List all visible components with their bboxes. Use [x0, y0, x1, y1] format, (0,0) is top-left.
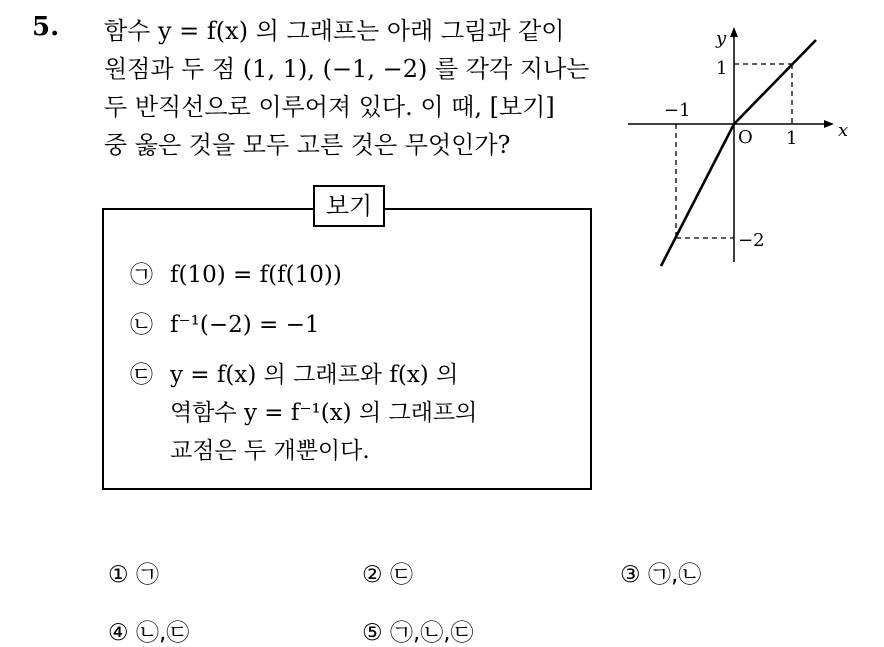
- bogi-content: [170, 306, 320, 344]
- choice-2[interactable]: [362, 556, 413, 589]
- choice-5[interactable]: [362, 614, 474, 647]
- question-number: 5.: [32, 12, 60, 42]
- x-axis-arrow: [824, 120, 834, 128]
- stem-line: 함수 y = f(x) 의 그래프는 아래 그림과 같이: [104, 17, 565, 45]
- bogi-title: 보기: [313, 185, 385, 227]
- choice-number: ①: [108, 562, 129, 588]
- bogi-content: [170, 356, 477, 470]
- origin-label: O: [738, 127, 753, 148]
- choice-number: ⑤: [362, 620, 383, 646]
- choice-text: ㉠,㉡: [647, 562, 702, 588]
- bogi-line: 교점은 두 개뿐이다.: [170, 438, 370, 464]
- bogi-item: [130, 356, 580, 470]
- x-tick-neg-label: −1: [664, 100, 691, 121]
- bogi-line: f⁻¹(−2) = −1: [170, 312, 320, 338]
- y-axis-label: y: [716, 28, 727, 49]
- y-axis-arrow: [730, 27, 738, 37]
- ray-positive: [734, 40, 816, 124]
- ray-negative: [661, 124, 734, 266]
- x-tick-pos-label: 1: [786, 128, 798, 149]
- bogi-content: [170, 256, 342, 294]
- choice-number: ④: [108, 620, 129, 646]
- function-graph: [620, 22, 860, 272]
- stem-line: 두 반직선으로 이루어져 있다. 이 때, [보기]: [104, 93, 555, 121]
- choice-text: ㉢: [389, 562, 413, 588]
- choice-text: ㉠,㉡,㉢: [389, 620, 474, 646]
- x-axis-label: x: [838, 120, 849, 141]
- bogi-items: [130, 256, 580, 482]
- choice-number: ③: [620, 562, 641, 588]
- stem-line: 중 옳은 것을 모두 고른 것은 무엇인가?: [104, 131, 511, 159]
- bogi-marker: ㉢: [130, 362, 153, 388]
- bogi-marker: ㉡: [130, 312, 153, 338]
- bogi-item: [130, 256, 580, 294]
- bogi-item: [130, 306, 580, 344]
- choice-4[interactable]: [108, 614, 189, 647]
- stem-line: 원점과 두 점 (1, 1), (−1, −2) 를 각각 지나는: [104, 55, 590, 83]
- choice-1[interactable]: [108, 556, 159, 589]
- choice-text: ㉡,㉢: [135, 620, 190, 646]
- choice-text: ㉠: [135, 562, 159, 588]
- bogi-line: f(10) = f(f(10)): [170, 262, 342, 288]
- choice-number: ②: [362, 562, 383, 588]
- choice-3[interactable]: [620, 556, 701, 589]
- bogi-line: y = f(x) 의 그래프와 f(x) 의: [170, 362, 459, 388]
- bogi-marker: ㉠: [130, 262, 153, 288]
- y-tick-neg-label: −2: [738, 230, 765, 251]
- y-tick-pos-label: 1: [716, 58, 728, 79]
- question-stem: [104, 12, 624, 164]
- bogi-line: 역함수 y = f⁻¹(x) 의 그래프의: [170, 400, 478, 426]
